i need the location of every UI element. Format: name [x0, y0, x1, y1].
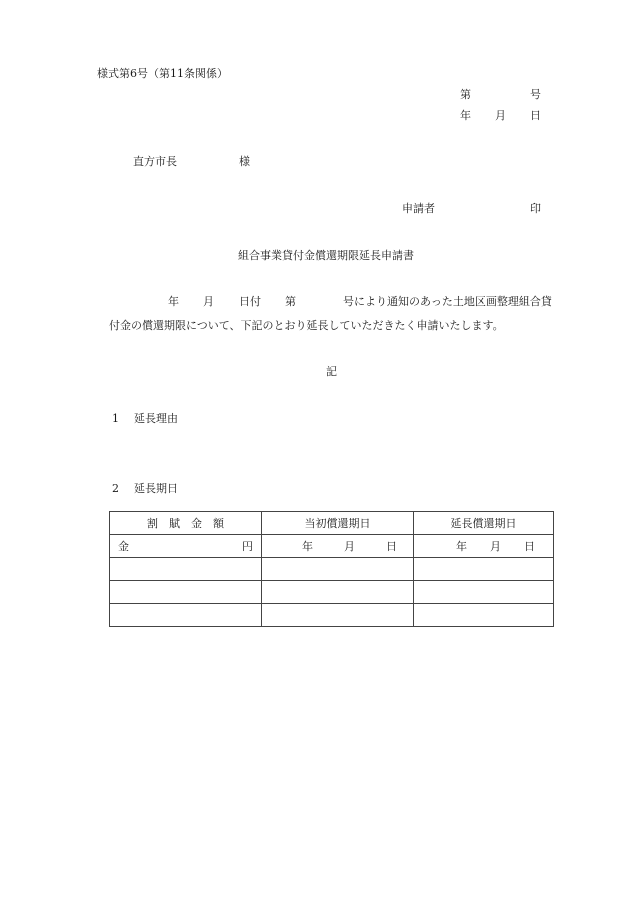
amount-cell: [110, 535, 262, 558]
table-row: [110, 604, 554, 627]
number-suffix: 号: [530, 88, 541, 101]
table-row: [110, 581, 554, 604]
applicant-label: 申請者: [402, 202, 435, 215]
table-cell: [110, 558, 262, 581]
table-cell: [262, 604, 414, 627]
kin-label: 金: [118, 540, 129, 553]
honorific: 様: [239, 155, 250, 168]
addressee: 直方市長: [133, 155, 177, 168]
table-header-row: [110, 512, 554, 535]
extended-date-cell: [414, 535, 554, 558]
orig-year: 年: [302, 540, 313, 553]
date-day: 日: [530, 109, 541, 122]
original-date-cell: [262, 535, 414, 558]
table-cell: [414, 581, 554, 604]
extension-table: [109, 511, 554, 627]
table-cell: [414, 558, 554, 581]
ext-year: 年: [456, 540, 467, 553]
table-cell: [110, 604, 262, 627]
item1-number: 1: [112, 412, 119, 425]
table-cell: [262, 581, 414, 604]
body-dated: 日付: [239, 295, 261, 308]
body-year: 年: [168, 295, 179, 308]
item2-label: 延長期日: [134, 482, 178, 495]
header-installment-amount: 割 賦 金 額: [110, 512, 262, 535]
ext-month: 月: [490, 540, 501, 553]
yen-label: 円: [242, 540, 253, 553]
body-month: 月: [203, 295, 214, 308]
table-row: [110, 558, 554, 581]
ext-day: 日: [524, 540, 535, 553]
number-prefix: 第: [460, 88, 471, 101]
seal-mark: 印: [530, 202, 541, 215]
table-row: [110, 535, 554, 558]
item1-label: 延長理由: [134, 412, 178, 425]
form-number: 様式第6号（第11条関係）: [97, 67, 228, 80]
table-cell: [110, 581, 262, 604]
header-original-date: 当初償還期日: [262, 512, 414, 535]
orig-month: 月: [344, 540, 355, 553]
body-no: 第: [285, 295, 296, 308]
body-line2: 付金の償還期限について、下記のとおり延長していただきたく申請いたします。: [109, 319, 504, 332]
date-month: 月: [495, 109, 506, 122]
page-title: 組合事業貸付金償還期限延長申請書: [238, 249, 414, 262]
ki-heading: 記: [326, 365, 337, 378]
item2-number: 2: [112, 482, 119, 495]
body-line1-rest: 号により通知のあった土地区画整理組合貸: [343, 295, 552, 308]
date-year: 年: [460, 109, 471, 122]
header-extended-date: 延長償還期日: [414, 512, 554, 535]
orig-day: 日: [386, 540, 397, 553]
table-cell: [414, 604, 554, 627]
table-cell: [262, 558, 414, 581]
